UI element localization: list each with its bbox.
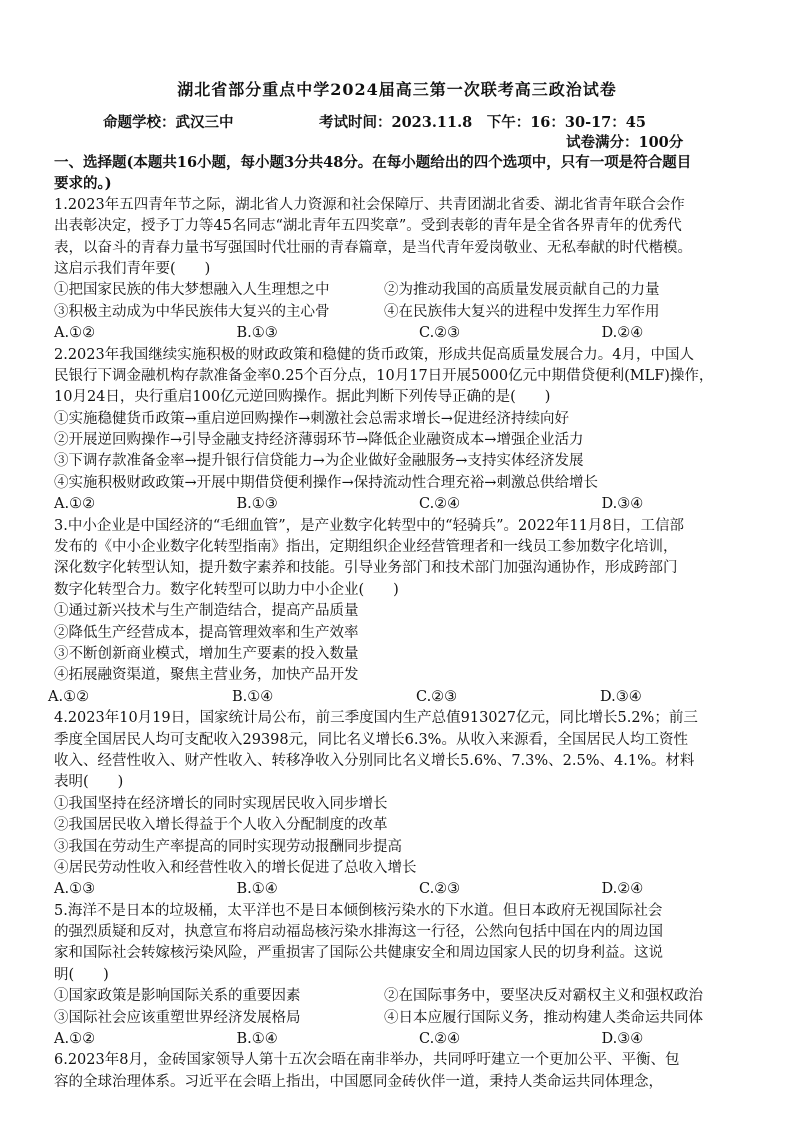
option-c[interactable]: C.②③ [419,325,461,342]
statement-4: ④在民族伟大复兴的进程中发挥生力军作用 [384,303,660,320]
statement-3: ③国际社会应该重塑世界经济发展格局 [54,1009,301,1026]
question-text: 2.2023年我国继续实施积极的财政政策和稳健的货币政策，形成共促高质量发展合力。4月，中国人 [54,346,694,363]
option-a[interactable]: A.①② [54,496,96,513]
question-text: 4.2023年10月19日，国家统计局公布，前三季度国内生产总值913027亿元，同比增长5.2%；前三 [54,710,698,727]
question-text: 3.中小企业是中国经济的“毛细血管”，是产业数字化转型中的“轻骑兵”。2022年11月8日，工信部 [54,517,685,534]
option-d[interactable]: D.②④ [601,325,644,342]
option-b[interactable]: B.①④ [236,1031,278,1048]
question-text: 10月24日，央行重启100亿元逆回购操作。据此判断下列传导正确的是( ) [54,389,551,406]
statement-2: ②我国居民收入增长得益于个人收入分配制度的改革 [54,817,388,834]
question-text: 表，以奋斗的青春力量书写强国时代壮丽的青春篇章，是当代青年爱岗敬业、无私奉献的时代楷模。 [54,239,692,256]
question-text: 这启示我们青年要( ) [54,260,211,277]
question-text: 5.海洋不是日本的垃圾桶，太平洋也不是日本倾倒核污染水的下水道。但日本政府无视国际社会 [54,902,663,919]
question-text: 出表彰决定，授予丁力等45名同志“湖北青年五四奖章”。受到表彰的青年是全省各界青年的优秀代 [54,218,682,235]
option-a[interactable]: A.①② [48,688,90,705]
option-c[interactable]: C.②③ [416,688,458,705]
option-d[interactable]: D.②④ [601,881,644,898]
question-6 [54,1050,784,1093]
section-heading: 一、选择题(本题共16小题，每小题3分共48分。在每小题给出的四个选项中，只有一项是符合题目 [54,154,692,171]
question-text: 数字化转型合力。数字化转型可以助力中小企业( ) [54,581,399,598]
statement-1: ①把国家民族的伟大梦想融入人生理想之中 [54,282,330,299]
statement-1: ①国家政策是影响国际关系的重要因素 [54,988,301,1005]
option-d[interactable]: D.③④ [600,688,642,705]
statement-2: ②降低生产经营成本，提高管理效率和生产效率 [54,624,359,641]
question-text: 家和国际社会转嫁核污染风险，严重损害了国际公共健康安全和周边国家人民的切身利益。这说 [54,945,663,962]
question-text: 季度全国居民人均可支配收入29398元，同比名义增长6.3%。从收入来源看，全国居民人均工资性 [54,731,688,748]
question-text: 6.2023年8月，金砖国家领导人第十五次会晤在南非举办，共同呼吁建立一个更加公平、平衡、包 [54,1052,680,1069]
question-text: 民银行下调金融机构存款准备金率0.25个百分点，10月17日开展5000亿元中期借贷便利(MLF)操作， [54,367,714,384]
statement-3: ③不断创新商业模式，增加生产要素的投入数量 [54,645,359,662]
option-d[interactable]: D.③④ [601,496,644,513]
question-4 [54,708,784,901]
question-5 [54,901,784,1051]
exam-time: 考试时间：2023.11.8 下午：16：30-17：45 [319,114,646,131]
section-heading-cont: 要求的。) [54,175,112,193]
statement-4: ④实施积极财政政策→开展中期借贷便利操作→保持流动性合理充裕→刺激总供给增长 [54,474,598,491]
statement-4: ④居民劳动性收入和经营性收入的增长促进了总收入增长 [54,859,417,876]
question-body [48,152,784,1093]
option-a[interactable]: A.①③ [54,881,96,898]
statement-1: ①实施稳健货币政策→重启逆回购操作→刺激社会总需求增长→促进经济持续向好 [54,410,569,427]
option-c[interactable]: C.②③ [419,881,461,898]
option-d[interactable]: D.③④ [601,1031,644,1048]
setter-school: 命题学校：武汉三中 [103,114,234,131]
option-b[interactable]: B.①④ [236,881,278,898]
exam-title: 湖北省部分重点中学2024届高三第一次联考高三政治试卷 [177,80,617,99]
full-score: 试卷满分：100分 [566,134,684,151]
option-c[interactable]: C.②④ [419,1031,461,1048]
statement-1: ①我国坚持在经济增长的同时实现居民收入同步增长 [54,795,388,812]
option-a[interactable]: A.①② [54,325,96,342]
question-3 [48,516,784,709]
option-b[interactable]: B.①③ [236,496,278,513]
statement-4: ④拓展融资渠道，聚焦主营业务，加快产品开发 [54,667,359,684]
question-text: 1.2023年五四青年节之际，湖北省人力资源和社会保障厅、共青团湖北省委、湖北省青年联合会作 [54,196,685,213]
question-text: 表明( ) [54,774,124,791]
question-text: 深化数字化转型认知，提升数字素养和技能。引导业务部门和技术部门加强沟通协作，形成跨部门 [54,560,678,577]
question-text: 收入、经营性收入、财产性收入、转移净收入分别同比名义增长5.6%、7.3%、2.5%、4.1%。材料 [54,752,695,769]
statement-3: ③下调存款准备金率→提升银行信贷能力→为企业做好金融服务→支持实体经济发展 [54,453,584,470]
question-text: 发布的《中小企业数字化转型指南》指出，定期组织企业经营管理者和一线员工参加数字化培训， [54,539,678,556]
statement-3: ③我国在劳动生产率提高的同时实现劳动报酬同步提高 [54,838,402,855]
question-text: 容的全球治理体系。习近平在会晤上指出，中国愿同金砖伙伴一道，秉持人类命运共同体理念， [54,1073,663,1090]
question-1 [54,195,784,345]
question-text: 明( ) [54,966,109,983]
statement-3: ③积极主动成为中华民族伟大复兴的主心骨 [54,303,330,320]
statement-4: ④日本应履行国际义务，推动构建人类命运共同体 [384,1009,703,1026]
option-b[interactable]: B.①③ [236,325,278,342]
option-a[interactable]: A.①② [54,1031,96,1048]
question-2 [54,345,784,516]
statement-1: ①通过新兴技术与生产制造结合，提高产品质量 [54,603,359,620]
question-text: 的强烈质疑和反对，执意宣布将启动福岛核污染水排海这一行径，公然向包括中国在内的周边国 [54,924,663,941]
statement-2: ②为推动我国的高质量发展贡献自己的力量 [384,282,660,299]
statement-2: ②在国际事务中，要坚决反对霸权主义和强权政治 [384,988,703,1005]
option-c[interactable]: C.②④ [419,496,461,513]
option-b[interactable]: B.①④ [232,688,274,705]
statement-2: ②开展逆回购操作→引导金融支持经济薄弱环节→降低企业融资成本→增强企业活力 [54,432,584,449]
